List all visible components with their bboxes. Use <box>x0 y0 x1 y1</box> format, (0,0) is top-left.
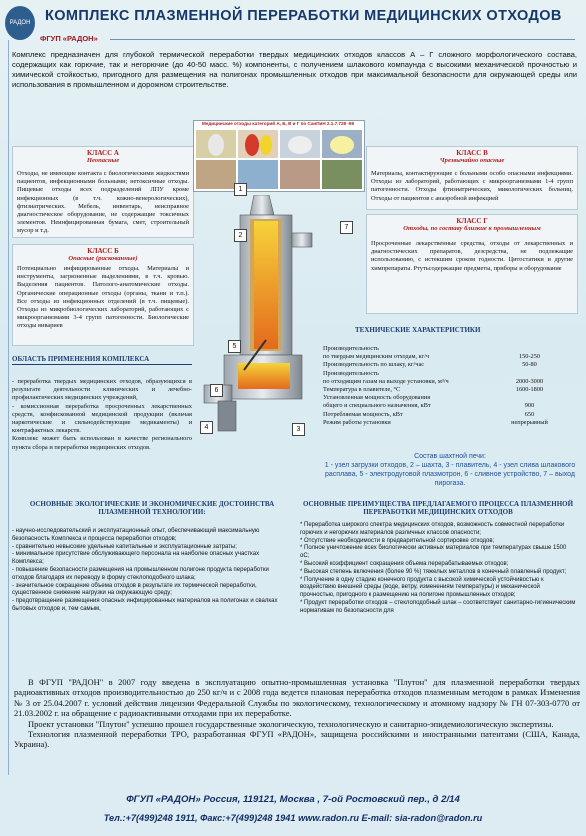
spec-row: Производительность по шлаку, кг/час 50-80 <box>323 361 537 369</box>
list-item: * Высокий коэффициент сокращения объема перерабатываемых отходов; <box>300 560 509 567</box>
legend-title: Состав шахтной печи: <box>414 453 486 460</box>
application-text-3: Комплекс может быть использован в качестве регионального пункта сбора и переработки медицинских отходов. <box>12 435 192 451</box>
class-v-text: Материалы, контактирующие с больными особо опасными инфекциями. Отходы из лабораторий, работающих с микроорганизмами 1-4 групп патогенности. Отходы фтизиатрических, микологических больниц. Отходы от пациентов с анаэробной инфекцией <box>371 170 573 202</box>
class-v-box <box>366 146 578 210</box>
list-item: * Высокая степень включения (более 90 %) тяжелых металлов в конечный плавленый продукт; <box>300 568 567 575</box>
radon-logo <box>5 6 35 40</box>
list-item: * Полное уничтожение всех биологически активных материалов при температурах свыше 1500 оС; <box>300 545 567 560</box>
logo-text: РАДОН <box>9 20 31 26</box>
label-6: 6 <box>210 384 223 397</box>
specs-table <box>323 345 557 427</box>
class-v-subtitle: Чрезвычайно опасные <box>439 157 505 164</box>
label-7: 7 <box>340 221 353 234</box>
label-3: 3 <box>292 423 305 436</box>
class-g-subtitle: Отходы, по составу близкие к промышленным <box>403 225 541 232</box>
furnace-legend <box>320 452 580 488</box>
list-item: * Продукт переработки отходов – стеклоподобный шлак – соответствует санитарно-гигиеническим нормативам по безопасности для <box>300 599 576 614</box>
eco-advantages-section <box>12 500 292 614</box>
spec-row: Производительность <box>323 369 379 377</box>
intro-text: Комплекс предназначен для глубокой термической переработки твердых медицинских отходов классов А – Г сложного морфологического состава, содержащих как горючие, так и негорючие (до 40-50 масс. %) компоненты, с получением шлакового компаунда с высокими механической прочностью и химической стойкостью, пригодного для размещения на полигонах промышленных отходов при максимальной безопасности для окружающей среды или использования в промышленном и дорожном строительстве. <box>12 50 577 89</box>
spec-row: Потребляемая мощность, кВт 650 <box>323 410 535 418</box>
list-item: * Отсутствие необходимости в предварительной сортировке отходов; <box>300 537 495 544</box>
class-a-subtitle: Неопасные <box>86 157 120 164</box>
list-item: - сравнительно невысокие удельные капитальные и эксплуатационные затраты; <box>12 543 237 550</box>
bottom-paragraph-1: В ФГУП "РАДОН" в 2007 году введена в эксплуатацию опытно-промышленная установка "Плутон" для плазменной переработки твердых радиоактивных отходов производительностью до 250 кг/ч и с 2008 года ведется плановая переработка отходов плазменным методом в рамках Изменения № 3 от 25.04.2007 г. условий действия лицензии Федеральной Службы по экологическому, технологическому и атомному надзору № ГН 07-303-0770 от 21.03.2002 г. на обращение с радиоактивными отходами при их переработке. <box>14 677 580 719</box>
label-4: 4 <box>200 421 213 434</box>
spec-row: Температура в плавителе, °С 1600-1800 <box>323 386 544 394</box>
waste-photos <box>193 120 365 192</box>
application-title: ОБЛАСТЬ ПРИМЕНЕНИЯ КОМПЛЕКСА <box>12 355 192 365</box>
eco-advantages-title: ОСНОВНЫЕ ЭКОЛОГИЧЕСКИЕ И ЭКОНОМИЧЕСКИЕ ДОСТОИНСТВА ПЛАЗМЕННОЙ ТЕХНОЛОГИИ: <box>29 500 275 516</box>
list-item: * Переработка широкого спектра медицинских отходов, возможность совместной переработки горючих и негорючих материалов различных классов опасности; <box>300 522 565 536</box>
class-v-title: КЛАСС В <box>456 149 488 157</box>
photos-caption: Медицинские отходы категорий А, Б, В и Г по СанПиН 2.1.7.728 -99 <box>202 121 354 126</box>
application-section <box>12 355 192 452</box>
application-text-2: - комиссионная переработка просроченных лекарственных средств, конфискованной медицинской продукции (вкльчая наркотические и сильнодействующие медикаменты) и контрафактных лекарств. <box>12 402 192 435</box>
class-a-box <box>12 146 194 238</box>
spec-row: Установленная мощность оборудования <box>323 394 431 402</box>
class-g-box <box>366 214 578 314</box>
class-a-title: КЛАСС А <box>87 149 119 157</box>
process-advantages-list <box>300 522 576 616</box>
eco-advantages-list <box>12 528 292 614</box>
spec-row: Режим работы установки непрерывный <box>323 418 548 426</box>
class-b-text: Потенциально инфицированные отходы. Материалы и инструменты, загрязненные выделениями, в т.ч. кровью. Выделения пациентов. Патолого-анатомические отходы. Органические операционные отходы (органы, ткани и т.п.). Все отходы из инфекционных отделений (в т.ч. пищевые). Отходы из микробиологических лабораторий, работающих с микроорганизмами 3-4 групп патогенности. Биологические отходы вивариев <box>17 265 189 330</box>
furnace-diagram <box>194 186 349 435</box>
class-g-title: КЛАСС Г <box>456 217 488 225</box>
label-2: 2 <box>234 229 247 242</box>
bottom-text <box>14 677 580 750</box>
label-1: 1 <box>234 183 247 196</box>
list-item: - предотвращение размещения опасных инфицированных материалов на полигонах и свалках бытовых отходов и, тем самым, <box>12 598 278 612</box>
class-a-text: Отходы, не имеющие контакта с биологическими жидкостями пациентов, инфекционными больными; нетоксичные отходы. Пищевые отходы всех подразделений ЛПУ кроме инфекционных (в т.ч. кожно-венерологических), фтизиатрических. Мебель, инвентарь, неисправное диагностическое оборудование, не содержащие токсичных элементов. Неинфицированная бумага, смет, строительный мусор и т.д. <box>17 170 189 235</box>
specs-title: ТЕХНИЧЕСКИЕ ХАРАКТЕРИСТИКИ <box>355 326 481 334</box>
spec-row: по твердым медицинским отходам, кг/ч 150-250 <box>323 353 540 361</box>
page-title: КОМПЛЕКС ПЛАЗМЕННОЙ ПЕРЕРАБОТКИ МЕДИЦИНСКИХ ОТХОДОВ <box>45 8 562 24</box>
legend-text: 1 - узел загрузки отходов, 2 – шахта, 3 - плавитель, 4 - узел слива шлакового расплава, 5 - электродуговой плазмотрон, 6 - сливное устройство, 7 – выход пирогаза. <box>324 462 576 487</box>
process-advantages-section <box>300 500 576 616</box>
list-item: * Получение в одну стадию конечного продукта с высокой химической устойчивостью к воздействию внешней среды (воде, ветру, изменениям температуры) и механической прочностью, пригодного к размещению на полигоне промышленных отходов; <box>300 576 544 599</box>
application-text-1: - переработка твердых медицинских отходов, образующихся в результате деятельности клинических и лечебно-профилактических медицинских учреждений, <box>12 378 192 402</box>
list-item: - значительное сокращение объема отходов в результате их термической переработки, существенное снижение нагрузки на окружающую среду; <box>12 582 257 597</box>
class-g-text: Просроченные лекарственные средства, отходы от лекарственных и диагностических препаратов, дезсредства, не подлежащие использованию, с истекшим сроком годности. Цитостатики и другие химпрепараты. Ртутьсодержащие предметы, приборы и оборудование <box>371 240 573 272</box>
spec-row: Производительность <box>323 345 379 352</box>
list-item: - повышение безопасности размещения на промышленном полигоне продукта переработки отходов благодаря их переводу в форму стеклоподобного шлака; <box>12 566 269 581</box>
list-item: - минимальное присутствие обслуживающего персонала на наиболее опасных участках Комплекса; <box>12 551 260 566</box>
waste-photos-graphic <box>194 121 364 191</box>
header-divider <box>110 39 575 40</box>
spec-row: по отходящим газам на выходе установки, м³/ч 2000-3000 <box>323 377 544 385</box>
class-b-subtitle: Опасные (рискованные) <box>68 255 138 262</box>
footer-address: ФГУП «РАДОН» Россия, 119121, Москва , 7-ой Ростовский пер., д 2/14 <box>126 794 460 805</box>
list-item: - научно-исследовательский и эксплуатационный опыт, обеспечивающий максимальную безопасность Комплекса и процесса переработки отходов; <box>12 528 260 542</box>
bottom-paragraph-3: Технология плазменной переработки ТРО, разработанная ФГУП «РАДОН», защищена российскими и иностранными патентами (США, Канада, Украина). <box>14 729 580 750</box>
footer-contacts: Тел.:+7(499)248 1911, Факс:+7(499)248 1941 www.radon.ru E-mail: sia-radon@radon.ru <box>103 813 483 823</box>
furnace-graphic <box>194 195 334 435</box>
label-5: 5 <box>228 340 241 353</box>
process-advantages-title: ОСНОВНЫЕ ПРЕИМУЩЕСТВА ПРЕДЛАГАЕМОГО ПРОЦЕССА ПЛАЗМЕННОЙ ПЕРЕРАБОТКИ МЕДИЦИНСКИХ ОТХОДОВ <box>302 500 574 516</box>
spec-row: общего и специального назначения, кВт 900 <box>323 402 535 410</box>
bottom-paragraph-2: Проект установки "Плутон" успешно прошел государственные экологическую, технологическую и санитарно-эпидемиологическую экспертизы. <box>28 718 554 729</box>
class-b-title: КЛАСС Б <box>87 247 119 255</box>
class-b-box <box>12 244 194 346</box>
side-divider <box>8 40 9 775</box>
org-tag: ФГУП «РАДОН» <box>40 34 98 43</box>
